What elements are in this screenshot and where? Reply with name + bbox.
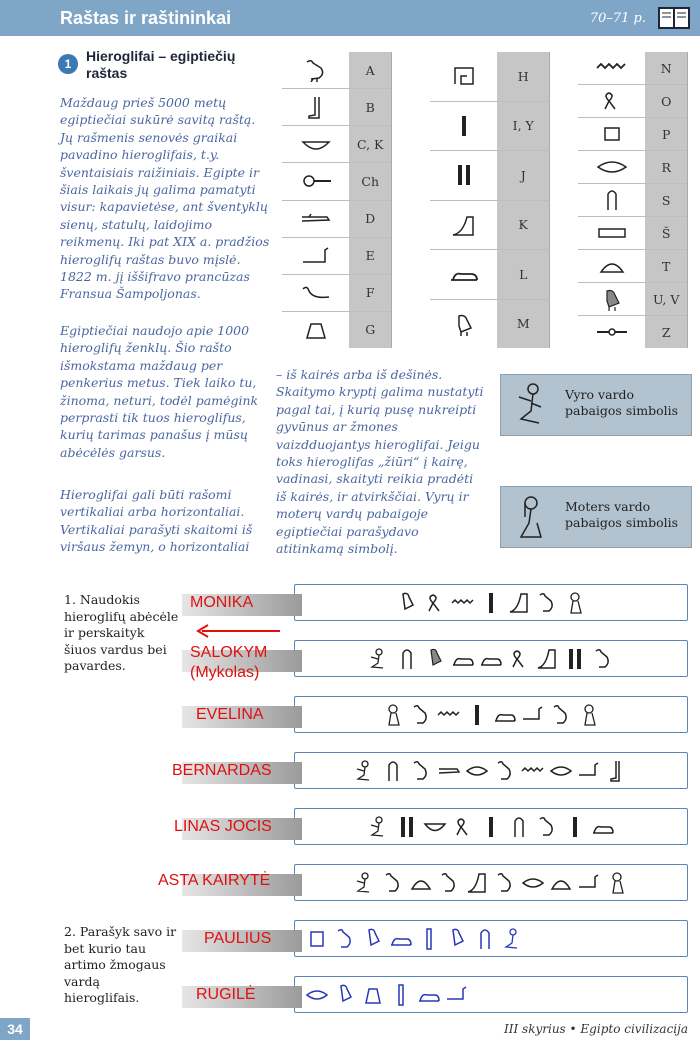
alphabet-table-2 xyxy=(430,52,550,348)
vulture-icon xyxy=(299,58,333,82)
handwritten-name-row xyxy=(294,920,688,957)
handwritten-hieroglyphs xyxy=(305,981,677,1008)
seated-woman-icon xyxy=(511,493,551,543)
vulture-icon xyxy=(409,703,433,727)
alphabet-row: D xyxy=(282,201,391,238)
owl-icon xyxy=(447,312,481,336)
mouth-icon xyxy=(595,155,629,179)
hieroglyph-sequence xyxy=(305,869,677,896)
alphabet-row: P xyxy=(578,118,687,151)
seated-man-icon xyxy=(353,871,377,895)
page-title: Raštas ir raštininkai xyxy=(60,8,232,28)
reed-icon xyxy=(479,815,503,839)
foot-icon xyxy=(299,95,333,119)
vulture-icon xyxy=(535,815,559,839)
water-icon xyxy=(595,56,629,80)
alphabet-row: F xyxy=(282,275,391,312)
double-reed-icon xyxy=(447,163,481,187)
basket-icon xyxy=(423,815,447,839)
vulture-icon xyxy=(437,871,461,895)
lion-icon xyxy=(493,703,517,727)
answer-evelina: EVELINA xyxy=(196,706,264,723)
alphabet-row: E xyxy=(282,238,391,275)
reed-icon xyxy=(389,983,413,1007)
vulture-icon xyxy=(549,703,573,727)
bread-icon xyxy=(549,871,573,895)
mouth-icon xyxy=(521,871,545,895)
double-reed-icon xyxy=(395,815,419,839)
water-icon xyxy=(521,759,545,783)
hieroglyph-sequence xyxy=(305,645,677,672)
seated-man-icon xyxy=(367,815,391,839)
reed-icon xyxy=(447,114,481,138)
hieroglyph-name-row xyxy=(294,864,688,901)
alphabet-table-1 xyxy=(282,52,392,348)
answer-mykolas: (Mykolas) xyxy=(190,664,260,681)
arm-icon xyxy=(577,759,601,783)
alphabet-row: L xyxy=(430,250,549,300)
alphabet-row: A xyxy=(282,52,391,89)
hand-icon xyxy=(299,207,333,231)
alphabet-row: G xyxy=(282,312,391,348)
vulture-icon xyxy=(409,759,433,783)
alphabet-row: B xyxy=(282,89,391,126)
quail-chick-icon xyxy=(595,287,629,311)
hieroglyph-name-row xyxy=(294,696,688,733)
alphabet-row: J xyxy=(430,151,549,201)
vulture-icon xyxy=(333,927,357,951)
alphabet-row: S xyxy=(578,184,687,217)
section-title: Hieroglifai – egiptiečių raštas xyxy=(86,48,236,81)
reed-icon xyxy=(417,927,441,951)
chapter-footer: III skyrius • Egipto civilizacija xyxy=(504,1022,688,1036)
hieroglyph-sequence xyxy=(305,589,677,616)
alphabet-row: M xyxy=(430,300,549,349)
vulture-icon xyxy=(591,647,615,671)
female-name-symbol-box xyxy=(500,486,692,548)
alphabet-row: U, V xyxy=(578,283,687,316)
courtyard-icon xyxy=(447,64,481,88)
hill-icon xyxy=(535,647,559,671)
water-icon xyxy=(451,591,475,615)
task-1-text: 1. Naudokis hieroglifų abėcėle ir perskaityk šiuos vardus bei pavardes. xyxy=(64,592,179,673)
male-name-symbol-box xyxy=(500,374,692,436)
stool-icon xyxy=(595,122,629,146)
hill-icon xyxy=(465,871,489,895)
lion-icon xyxy=(479,647,503,671)
alphabet-row: K xyxy=(430,201,549,251)
mouth-icon xyxy=(305,983,329,1007)
cloth-icon xyxy=(473,927,497,951)
answer-monika: MONIKA xyxy=(190,594,254,611)
vulture-icon xyxy=(535,591,559,615)
female-symbol-label: Moters vardo pabaigos simbolis xyxy=(565,499,679,530)
bolt-icon xyxy=(595,320,629,344)
intro-paragraph: Maždaug prieš 5000 metų egiptiečiai sukūrė savitą raštą. Jų rašmenis senovės graikai pavadino hieroglifais, t.y. šventaisiais raižiniais. Egipte ir šiais laikais jų galima pamatyti visur: kapavietėse, ant šventyklų sienų, statulų, laidojimo reikmenų. Iki pat XIX a. pradžios hieroglifų raštas buvo mįslė. 1822 m. jį iššifravo prancūzas Fransua Šampoljonas. xyxy=(60,95,270,302)
mouth-icon xyxy=(465,759,489,783)
section-number-badge: 1 xyxy=(58,54,78,74)
placenta-icon xyxy=(299,169,333,193)
alphabet-table-3 xyxy=(578,52,688,348)
lion-icon xyxy=(447,262,481,286)
lion-icon xyxy=(451,647,475,671)
alphabet-row: N xyxy=(578,52,687,85)
hieroglyph-sequence xyxy=(305,813,677,840)
male-symbol-label: Vyro vardo pabaigos simbolis xyxy=(565,387,679,418)
stool-icon xyxy=(305,927,329,951)
alphabet-row: O xyxy=(578,85,687,118)
quail-chick-icon xyxy=(333,983,357,1007)
cloth-icon xyxy=(395,647,419,671)
hill-icon xyxy=(447,213,481,237)
seated-man-icon xyxy=(367,647,391,671)
quail-chick-icon xyxy=(423,647,447,671)
alphabet-row: Š xyxy=(578,217,687,250)
handwritten-name-row xyxy=(294,976,688,1013)
answer-rugile: RUGILĖ xyxy=(196,986,256,1003)
jar-stand-icon xyxy=(361,983,385,1007)
seated-man-icon xyxy=(501,927,525,951)
pool-icon xyxy=(595,221,629,245)
fourth-paragraph: – iš kairės arba iš dešinės. Skaitymo kryptį galima nustatyti pagal tai, į kurią pusę nukreipti gyvūnus ar žmones vaizdduojantys hieroglifai. Jeigu toks hieroglifas „žiūri“ į kairę, vadinasi, skaityti reikia pradėti iš kairės, ir atvirkščiai. Vyrų ir moterų vardų pabaigoje egiptiečiai parašydavo atitinkamą simbolį. xyxy=(276,367,484,557)
hieroglyph-sequence xyxy=(305,701,677,728)
answer-bernardas: BERNARDAS xyxy=(172,762,272,779)
bread-icon xyxy=(595,254,629,278)
lion-icon xyxy=(389,927,413,951)
hill-icon xyxy=(507,591,531,615)
hieroglyph-name-row xyxy=(294,640,688,677)
page-reference: 70–71 p. xyxy=(589,11,646,26)
alphabet-row: C, K xyxy=(282,126,391,163)
arm-icon xyxy=(521,703,545,727)
mouth-icon xyxy=(549,759,573,783)
rope-loop-icon xyxy=(423,591,447,615)
hand-icon xyxy=(437,759,461,783)
hieroglyph-sequence xyxy=(305,757,677,784)
quail-chick-icon xyxy=(445,927,469,951)
vulture-icon xyxy=(493,759,517,783)
alphabet-row: T xyxy=(578,250,687,283)
alphabet-row: I, Y xyxy=(430,102,549,152)
alphabet-row: Ch xyxy=(282,163,391,200)
third-paragraph: Hieroglifai gali būti rašomi vertikaliai arba horizontaliai. Vertikaliai parašyti skaitomi iš viršaus žemyn, o horizontaliai xyxy=(60,487,253,555)
double-reed-icon xyxy=(563,647,587,671)
arm-icon xyxy=(445,983,469,1007)
seated-man-icon xyxy=(511,381,551,431)
seated-woman-icon xyxy=(563,591,587,615)
viper-icon xyxy=(299,281,333,305)
reed-icon xyxy=(563,815,587,839)
page-number: 34 xyxy=(0,1018,30,1040)
reed-icon xyxy=(479,591,503,615)
jar-stand-icon xyxy=(299,318,333,342)
hieroglyph-name-row xyxy=(294,808,688,845)
lion-icon xyxy=(591,815,615,839)
rope-loop-icon xyxy=(595,89,629,113)
reed-icon xyxy=(465,703,489,727)
answer-salokym: SALOKYM xyxy=(190,644,268,661)
task-2-text: 2. Parašyk savo ir bet kurio tau artimo žmogaus vardą hieroglifais. xyxy=(64,924,177,1005)
lion-icon xyxy=(417,983,441,1007)
hieroglyph-name-row xyxy=(294,584,688,621)
seated-man-icon xyxy=(353,759,377,783)
second-paragraph: Egiptiečiai naudojo apie 1000 hieroglifų ženklų. Šio rašto išmokstama maždaug per penkerius metus. Tiek laiko tu, žinoma, neturi, todėl pamėgink perprasti tik tuos hieroglifus, kurių tarimas panašus į mūsų abėcėlės garsus. xyxy=(60,323,259,460)
handwritten-hieroglyphs xyxy=(305,925,677,952)
arm-icon xyxy=(577,871,601,895)
alphabet-row: H xyxy=(430,52,549,102)
alphabet-row: R xyxy=(578,151,687,184)
answer-paulius: PAULIUS xyxy=(204,930,272,947)
foot-icon xyxy=(605,759,629,783)
hieroglyph-name-row xyxy=(294,752,688,789)
quail-chick-icon xyxy=(361,927,385,951)
book-icon xyxy=(658,6,690,30)
cloth-icon xyxy=(381,759,405,783)
alphabet-row: Z xyxy=(578,316,687,348)
bread-icon xyxy=(409,871,433,895)
water-icon xyxy=(437,703,461,727)
vulture-icon xyxy=(493,871,517,895)
seated-woman-icon xyxy=(577,703,601,727)
answer-linas-jocis: LINAS JOCIS xyxy=(174,818,272,835)
rope-loop-icon xyxy=(451,815,475,839)
answer-asta-kairyte: ASTA KAIRYTĖ xyxy=(158,872,271,889)
arm-icon xyxy=(299,244,333,268)
owl-icon xyxy=(395,591,419,615)
arrow-left-icon xyxy=(196,624,280,638)
cloth-icon xyxy=(507,815,531,839)
basket-icon xyxy=(299,132,333,156)
vulture-icon xyxy=(381,871,405,895)
rope-loop-icon xyxy=(507,647,531,671)
seated-woman-icon xyxy=(605,871,629,895)
seated-woman-icon xyxy=(381,703,405,727)
cloth-icon xyxy=(595,188,629,212)
